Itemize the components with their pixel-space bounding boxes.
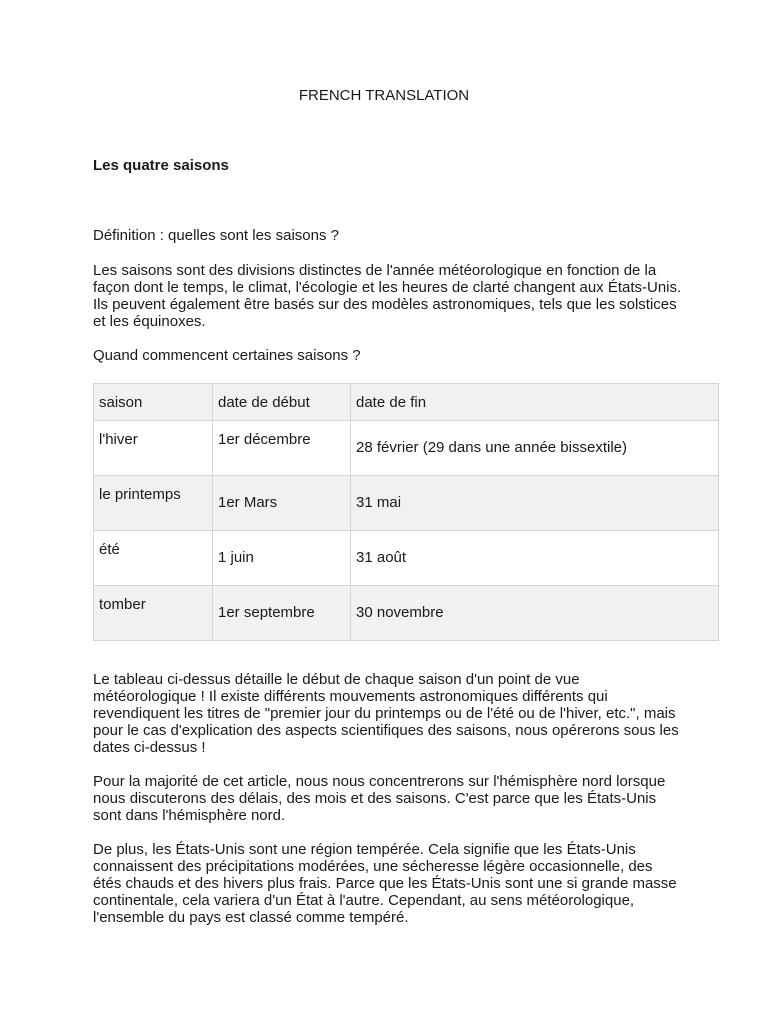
table-cell: [94, 476, 213, 531]
table-cell: [94, 421, 213, 476]
table-header-cell: date de début: [213, 384, 351, 421]
table-cell: [94, 531, 213, 586]
table-cell-text: 31 mai: [356, 494, 402, 511]
table-cell-text: 30 novembre: [356, 604, 444, 621]
document-title: FRENCH TRANSLATION: [298, 87, 470, 104]
body-paragraph-text: Pour la majorité de cet article, nous nous concentrerons sur l'hémisphère nord lorsque nous discuterons des délais, des mois et des saisons. C'est parce que les États-Unis sont dans l'hémisphère nord.: [93, 773, 666, 824]
table-cell-text: 1er Mars: [218, 494, 278, 511]
intro-paragraph-text: Les saisons sont des divisions distinctes de l'année météorologique en fonction de la façon dont le temps, le climat, l'écologie et les heures de clarté changent aux États-Unis. Ils peuvent également être basés sur des modèles astronomiques, tels que les solstices et les équinoxes.: [93, 262, 682, 330]
intro-paragraph: [93, 262, 683, 330]
table-cell-text: 31 août: [356, 549, 407, 566]
table-row: [94, 531, 719, 586]
body-paragraph: [93, 671, 683, 756]
table-cell: [351, 586, 719, 641]
table-cell-text: tomber: [99, 596, 146, 613]
definition-question: [93, 227, 683, 244]
table-cell: [213, 586, 351, 641]
table-cell-text: le printemps: [99, 486, 181, 503]
table-cell: [213, 421, 351, 476]
when-question: [93, 347, 683, 364]
table-cell-text: l'hiver: [99, 431, 138, 448]
table-row: [94, 586, 719, 641]
table-row: [94, 421, 719, 476]
body-paragraph-text: Le tableau ci-dessus détaille le début de chaque saison d'un point de vue météorologique ! Il existe différents mouvements astronomiques différents qui revendiquent les titres de "premier jour du printemps ou de l'été ou de l'hiver, etc.", mais pour le cas d'explication des aspects scientifiques des saisons, nous opérerons sous les dates ci-dessus !: [93, 671, 679, 756]
section-heading: Les quatre saisons: [93, 157, 229, 174]
table-cell-text: été: [99, 541, 120, 558]
table-cell: [213, 476, 351, 531]
table-cell-text: 1 juin: [218, 549, 254, 566]
body-paragraph-text: De plus, les États-Unis sont une région tempérée. Cela signifie que les États-Unis connaissent des précipitations modérées, une sécheresse légère occasionnelle, des étés chauds et des hivers plus frais. Parce que les États-Unis sont une si grande masse continentale, cela variera d'un État à l'autre. Cependant, au sens météorologique, l'ensemble du pays est classé comme tempéré.: [93, 841, 677, 926]
table-cell-text: 1er septembre: [218, 604, 315, 621]
body-paragraph: [93, 773, 683, 824]
table-cell-text: 1er décembre: [218, 431, 311, 448]
table-cell: [94, 586, 213, 641]
when-question-text: Quand commencent certaines saisons ?: [93, 347, 361, 364]
seasons-table: [93, 383, 719, 641]
table-row: [94, 476, 719, 531]
table-cell: [213, 531, 351, 586]
table-cell: [351, 531, 719, 586]
table-cell: [351, 421, 719, 476]
table-cell-text: 28 février (29 dans une année bissextile): [356, 439, 627, 456]
table-header-cell: saison: [94, 384, 213, 421]
table-header-cell: date de fin: [351, 384, 719, 421]
body-paragraph: [93, 841, 683, 926]
definition-question-text: Définition : quelles sont les saisons ?: [93, 227, 339, 244]
table-header-row: [94, 384, 719, 421]
table-cell: [351, 476, 719, 531]
